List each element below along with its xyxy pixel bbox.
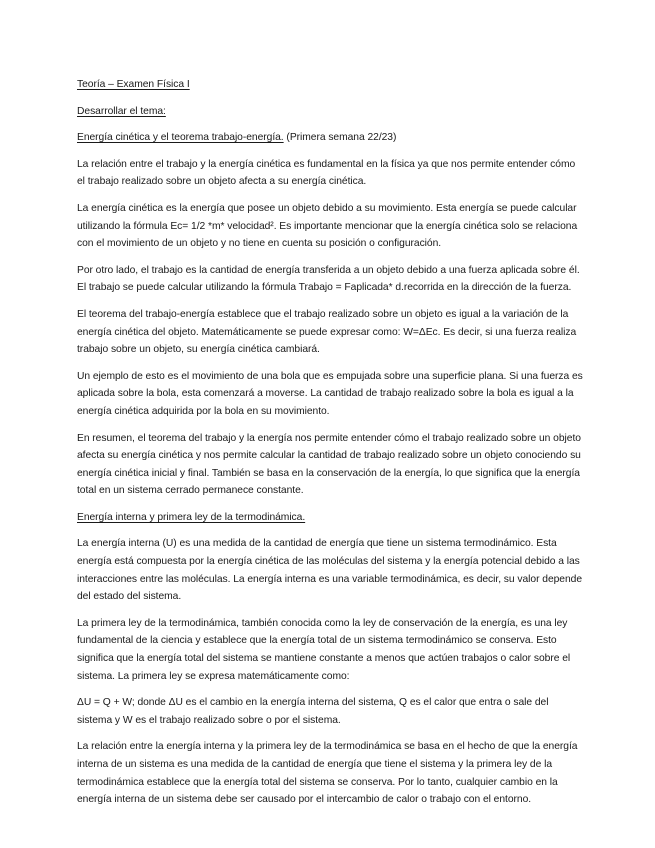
paragraph: ΔU = Q + W; donde ΔU es el cambio en la energía interna del sistema, Q es el calor que entra o sale del sistema y W es el trabajo realizado sobre o por el sistema.	[77, 697, 549, 726]
paragraph: En resumen, el teorema del trabajo y la energía nos permite entender cómo el trabajo realizado sobre un objeto afecta su energía cinética y nos permite calcular la cantidad de trabajo realizado sobre un objeto conociendo su energía cinética inicial y final. También se basa en la conservación de la energía, lo que significa que la energía total en un sistema cerrado permanece constante.	[77, 432, 581, 497]
paragraph: La energía cinética es la energía que posee un objeto debido a su movimiento. Esta energía se puede calcular utilizando la fórmula Ec= 1/2 *m* velocidad². Es importante mencionar que la energía cinética solo se relaciona con el movimiento de un objeto y no tiene en cuenta su posición o configuración.	[77, 202, 578, 250]
section-heading-note: (Primera semana 22/23)	[283, 132, 397, 144]
paragraph: La energía interna (U) es una medida de la cantidad de energía que tiene un sistema termodinámico. Esta energía está compuesta por la energía cinética de las moléculas del sistema y la energía potencial debido a las interacciones entre las moléculas. La energía interna es una variable termodinámica, es decir, su valor depende del estado del sistema.	[77, 538, 583, 603]
section-heading-internal-energy: Energía interna y primera ley de la termodinámica.	[77, 511, 306, 523]
document-subtitle-line	[77, 103, 583, 121]
paragraph: La relación entre el trabajo y la energía cinética es fundamental en la física ya que nos permite entender cómo el trabajo realizado sobre un objeto afecta a su energía cinética.	[77, 158, 576, 188]
paragraph: Un ejemplo de esto es el movimiento de una bola que es empujada sobre una superficie plana. Si una fuerza es aplicada sobre la bola, esta comenzará a moverse. La cantidad de trabajo realizado sobre la bola es igual a la energía cinética adquirida por la bola en su movimiento.	[77, 370, 583, 417]
document-title: Teoría – Examen Física I	[77, 79, 190, 90]
section-heading-line	[77, 129, 583, 147]
document-title-line	[77, 76, 583, 94]
document-subtitle: Desarrollar el tema:	[77, 105, 166, 117]
section-heading-kinetic-energy: Energía cinética y el teorema trabajo-energía.	[77, 132, 284, 144]
paragraph: Por otro lado, el trabajo es la cantidad de energía transferida a un objeto debido a una fuerza aplicada sobre él. El trabajo se puede calcular utilizando la fórmula Trabajo = Faplicada* d.recorrida en la dirección de la fuerza.	[77, 264, 580, 294]
document-page	[77, 76, 583, 818]
paragraph: El teorema del trabajo-energía establece que el trabajo realizado sobre un objeto es igual a la variación de la energía cinética del objeto. Matemáticamente se puede expresar como: W=ΔEc. Es decir, si una fuerza realiza trabajo sobre un objeto, su energía cinética cambiará.	[77, 308, 577, 356]
section-heading-line	[77, 509, 583, 527]
paragraph: La relación entre la energía interna y la primera ley de la termodinámica se basa en el hecho de que la energía interna de un sistema es una medida de la cantidad de energía que tiene el sistema y la primera ley de la termodinámica establece que la energía total del sistema se conserva. Por lo tanto, cualquier cambio en la energía interna de un sistema debe ser causado por el intercambio de calor o trabajo con el entorno.	[77, 741, 578, 806]
paragraph: La primera ley de la termodinámica, también conocida como la ley de conservación de la energía, es una ley fundamental de la ciencia y establece que la energía total de un sistema termodinámico se conserva. Esto significa que la energía total del sistema se mantiene constante a menos que actúen trabajos o calor sobre el sistema. La primera ley se expresa matemáticamente como:	[77, 617, 571, 682]
